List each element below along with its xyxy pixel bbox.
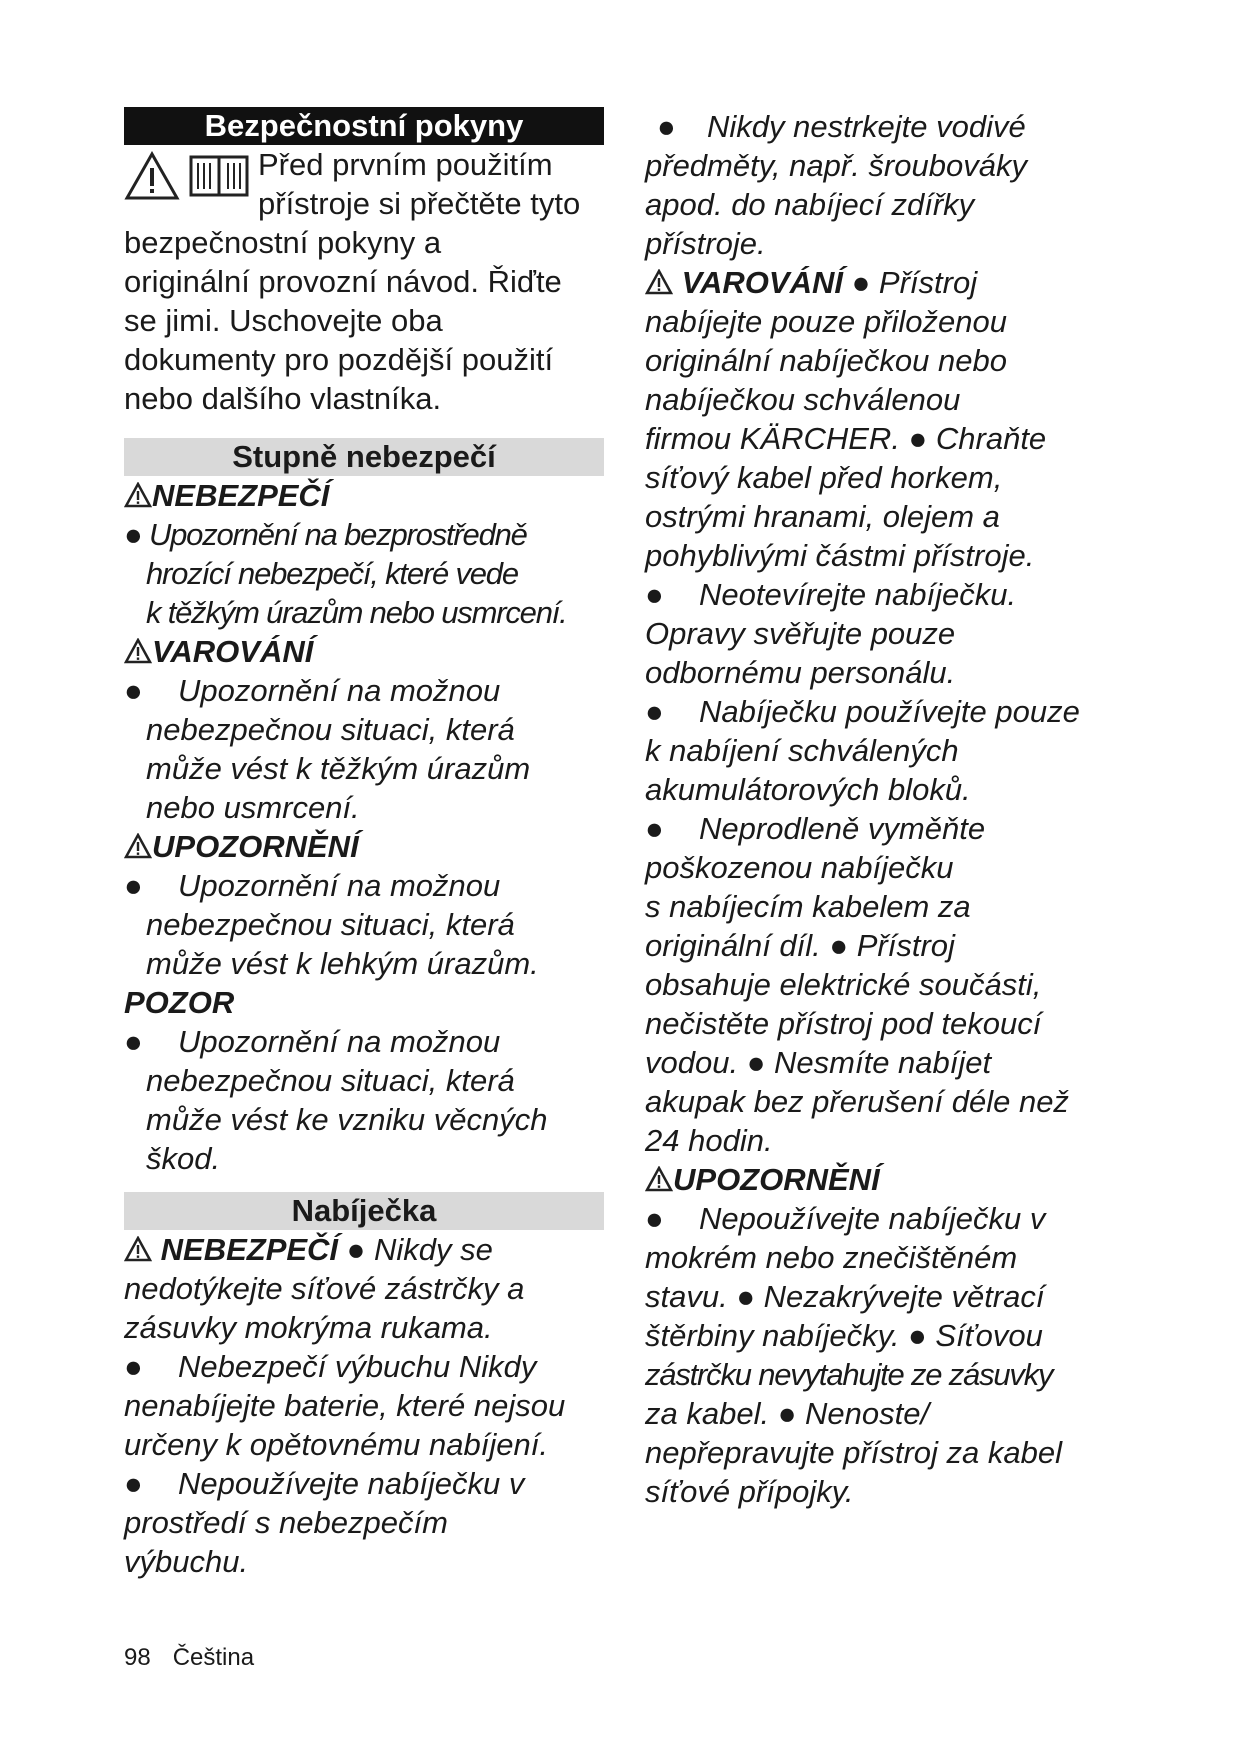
- charger-text-line: výbuchu.: [124, 1544, 249, 1579]
- warning-description-line: nebezpečnou situaci, která: [146, 712, 515, 747]
- charger-text-line: nedotýkejte síťové zástrčky a: [124, 1271, 525, 1306]
- danger-label-text: NEBEZPEČÍ: [152, 478, 330, 513]
- right-text-line: originální díl. ● Přístroj: [645, 928, 955, 963]
- attention-description-line: škod.: [146, 1141, 221, 1176]
- warning-triangle-icon: [645, 1166, 673, 1192]
- caution-description-line: nebezpečnou situaci, která: [146, 907, 515, 942]
- right-text-line: poškozenou nabíječku: [645, 850, 954, 885]
- warning-label-text: VAROVÁNÍ: [152, 634, 314, 669]
- footer-language: Čeština: [172, 1644, 255, 1671]
- right-text-line: nepřepravujte přístroj za kabel: [645, 1435, 1063, 1470]
- attention-level-label: POZOR: [124, 985, 235, 1020]
- caution-description-line: ● Upozornění na možnou: [124, 868, 501, 903]
- intro-line: Před prvním použitím: [258, 147, 553, 182]
- intro-line: dokumenty pro pozdější použití: [124, 342, 554, 377]
- right-text-line: mokrém nebo znečištěném: [645, 1240, 1018, 1275]
- attention-description-line: může vést ke vzniku věcných: [146, 1102, 548, 1137]
- charger-text-line: ● Nebezpečí výbuchu Nikdy: [124, 1349, 537, 1384]
- right-text-line: apod. do nabíjecí zdířky: [645, 187, 975, 222]
- caution-label-text: UPOZORNĚNÍ: [152, 829, 359, 864]
- intro-line: bezpečnostní pokyny a: [124, 225, 442, 260]
- right-text-line: obsahuje elektrické součásti,: [645, 967, 1042, 1002]
- intro-first-lines: [124, 145, 604, 223]
- right-text-line: štěrbiny nabíječky. ● Síťovou: [645, 1318, 1043, 1353]
- warning-description-line: nebo usmrcení.: [146, 790, 360, 825]
- right-text-line: ● Nabíječku používejte pouze: [645, 694, 1080, 729]
- intro-first-lines-text: [258, 145, 580, 223]
- warning-triangle-icon: [124, 151, 180, 201]
- right-text-line: ostrými hranami, olejem a: [645, 499, 1000, 534]
- right-text-line: nabíječkou schválenou: [645, 382, 961, 417]
- right-text-line: firmou KÄRCHER. ● Chraňte: [645, 421, 1047, 456]
- warning-triangle-icon: [124, 833, 152, 859]
- danger-description-line: k těžkým úrazům nebo usmrcení.: [146, 595, 567, 630]
- right-warning-label: VAROVÁNÍ: [681, 265, 843, 300]
- right-column: [645, 107, 1135, 1511]
- right-text-line: nabíjejte pouze přiloženou: [645, 304, 1007, 339]
- warning-description-line: ● Upozornění na možnou: [124, 673, 501, 708]
- right-text-line: síťové přípojky.: [645, 1474, 854, 1509]
- intro-line: nebo dalšího vlastníka.: [124, 381, 442, 416]
- intro-line: přístroje si přečtěte tyto: [258, 186, 581, 221]
- attention-description-line: nebezpečnou situaci, která: [146, 1063, 515, 1098]
- page-number: 98: [124, 1644, 151, 1671]
- charger-text-line: prostředí s nebezpečím: [124, 1505, 448, 1540]
- right-text-line: odbornému personálu.: [645, 655, 956, 690]
- right-text-line: ● Neotevírejte nabíječku.: [645, 577, 1017, 612]
- warning-description-line: může vést k těžkým úrazům: [146, 751, 531, 786]
- right-text-line: ● Nepoužívejte nabíječku v: [645, 1201, 1046, 1236]
- page-footer: [124, 1644, 276, 1672]
- charger-text-line: nenabíjejte baterie, které nejsou: [124, 1388, 566, 1423]
- right-text-line: originální nabíječkou nebo: [645, 343, 1007, 378]
- intro-icons: [124, 151, 250, 201]
- charger-heading: Nabíječka: [124, 1192, 604, 1230]
- caution-description-line: může vést k lehkým úrazům.: [146, 946, 539, 981]
- right-text-line: předměty, např. šroubováky: [645, 148, 1027, 183]
- right-text-line: pohyblivými částmi přístroje.: [645, 538, 1035, 573]
- right-text-line: stavu. ● Nezakrývejte větrací: [645, 1279, 1045, 1314]
- charger-text-line: zásuvky mokrýma rukama.: [124, 1310, 493, 1345]
- right-text-line: zástrčku nevytahujte ze zásuvky: [645, 1357, 1053, 1392]
- charger-danger-label: NEBEZPEČÍ: [160, 1232, 339, 1267]
- caution-level-label: [124, 827, 604, 866]
- attention-description-line: ● Upozornění na možnou: [124, 1024, 501, 1059]
- danger-levels-heading: Stupně nebezpečí: [124, 438, 604, 476]
- right-text-line: za kabel. ● Nenoste/: [645, 1396, 930, 1431]
- left-column: [124, 107, 604, 1581]
- charger-text-line: určeny k opětovnému nabíjení.: [124, 1427, 548, 1462]
- charger-danger-tail: Nikdy se: [374, 1232, 493, 1267]
- danger-description-line: hrozící nebezpečí, které vede: [146, 556, 518, 591]
- danger-description-line: ● Upozornění na bezprostředně: [124, 517, 527, 552]
- charger-text-line: ● Nepoužívejte nabíječku v: [124, 1466, 525, 1501]
- right-text-line: akupak bez přerušení déle než: [645, 1084, 1069, 1119]
- warning-triangle-icon: [645, 269, 673, 295]
- warning-triangle-icon: [124, 638, 152, 664]
- right-text-line: ● Neprodleně vyměňte: [645, 811, 986, 846]
- charger-danger-line: NEBEZPEČÍ ● Nikdy se: [124, 1230, 604, 1269]
- right-warning-line: VAROVÁNÍ ● Přístroj: [645, 263, 1135, 302]
- safety-instructions-heading: Bezpečnostní pokyny: [124, 107, 604, 145]
- warning-level-label: [124, 632, 604, 671]
- warning-triangle-icon: [124, 1236, 152, 1262]
- right-text-line: s nabíjecím kabelem za: [645, 889, 971, 924]
- right-caution-label: UPOZORNĚNÍ: [645, 1160, 1135, 1199]
- warning-triangle-icon: [124, 482, 152, 508]
- right-text-line: ● Nikdy nestrkejte vodivé: [657, 109, 1026, 144]
- right-text-line: 24 hodin.: [645, 1123, 773, 1158]
- right-text-line: nečistěte přístroj pod tekoucí: [645, 1006, 1042, 1041]
- right-text-line: síťový kabel před horkem,: [645, 460, 1003, 495]
- danger-level-label: [124, 476, 604, 515]
- manual-book-icon: [188, 151, 250, 201]
- right-text-line: přístroje.: [645, 226, 766, 261]
- right-text-line: vodou. ● Nesmíte nabíjet: [645, 1045, 992, 1080]
- right-text-line: k nabíjení schválených: [645, 733, 959, 768]
- right-text-line: Opravy svěřujte pouze: [645, 616, 956, 651]
- intro-line: originální provozní návod. Řiďte: [124, 264, 562, 299]
- right-text-line: akumulátorových bloků.: [645, 772, 971, 807]
- intro-line: se jimi. Uschovejte oba: [124, 303, 443, 338]
